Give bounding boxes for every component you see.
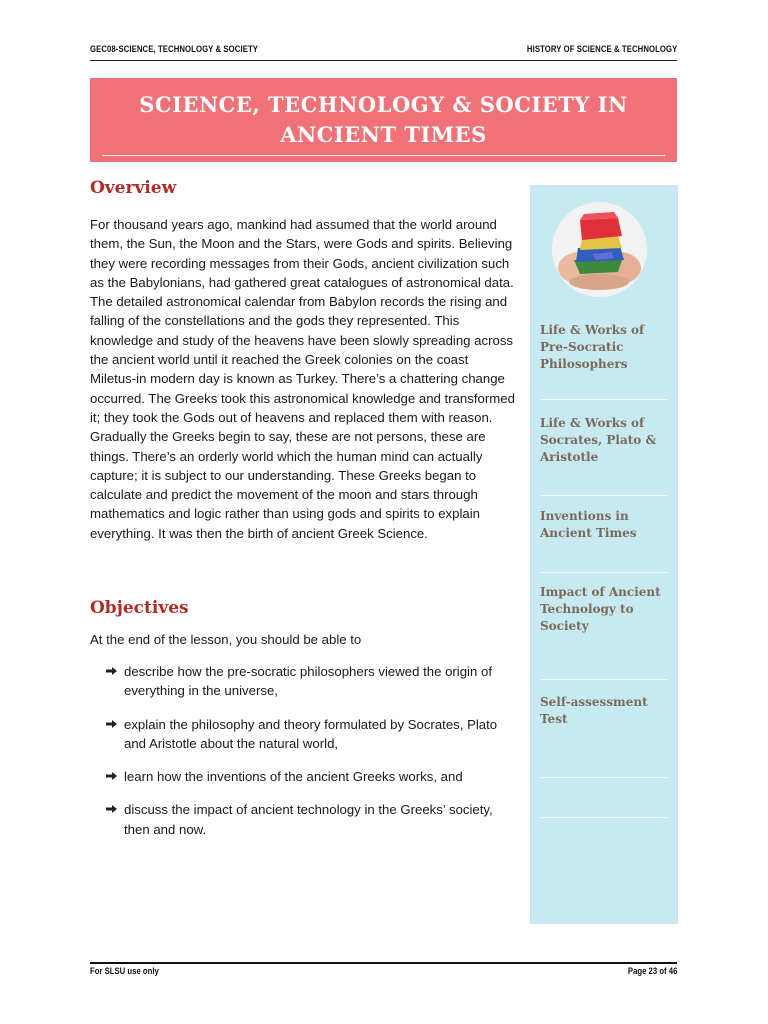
sidebar-divider <box>540 399 668 400</box>
sidebar-divider <box>540 817 668 818</box>
footer-divider <box>90 962 677 964</box>
page-header <box>90 44 677 54</box>
chapter-label: HISTORY OF SCIENCE & TECHNOLOGY <box>526 44 678 54</box>
sidebar-divider <box>540 495 668 496</box>
page-title <box>90 90 677 150</box>
sidebar-item-impact[interactable]: Impact of Ancient Technology to Society <box>540 585 661 633</box>
objectives-intro: At the end of the lesson, you should be able to <box>90 632 362 647</box>
page-title-line-2: ANCIENT TIMES <box>280 122 487 147</box>
objectives-heading: Objectives <box>90 598 189 618</box>
objectives-list <box>106 662 516 839</box>
list-item: describe how the pre-socratic philosophers viewed the origin of everything in the universe, <box>106 662 516 701</box>
page-title-line-1: SCIENCE, TECHNOLOGY & SOCIETY IN <box>139 92 628 117</box>
course-code-label: GEC08-SCIENCE, TECHNOLOGY & SOCIETY <box>90 44 259 54</box>
sidebar-item-inventions[interactable]: Inventions in Ancient Times <box>540 509 637 540</box>
header-divider <box>90 60 677 61</box>
list-item: discuss the impact of ancient technology in the Greeks’ society, then and now. <box>106 800 516 839</box>
hands-with-blocks-image <box>552 202 647 297</box>
topics-sidebar <box>530 185 678 924</box>
page-footer <box>90 966 677 976</box>
page-number: Page 23 of 46 <box>627 966 678 976</box>
sidebar-item-self-assessment[interactable]: Self-assessment Test <box>540 695 648 726</box>
title-banner <box>90 78 677 162</box>
sidebar-divider <box>540 777 668 778</box>
sidebar-item-pre-socratic[interactable]: Life & Works of Pre-Socratic Philosophers <box>540 323 645 371</box>
overview-paragraph: For thousand years ago, mankind had assumed that the world around them, the Sun, the Moon and the Stars, were Gods and spirits. Believing they were recording messages from their Gods, ancient civilization such as the Babylonians, had gathered great catalogues of astronomical data. The detailed astronomical calendar from Babylon records the rising and falling of the constellations and the gods they represented. This knowledge and study of the heavens have been slowly spreading across the ancient world until it reached the Greek colonies on the coast Miletus-in modern day is known as Turkey. There’s a chattering change occurred. The Greeks took this astronomical knowledge and transformed it; they took the Gods out of heavens and replaced them with reason. Gradually the Greeks begin to say, these are not persons, these are things. There’s an orderly world which the human mind can actually capture; it is subject to our understanding. These Greeks began to calculate and predict the movement of the moon and stars through mathematics and logic rather than using gods and spirits to explain everything. It was then the birth of ancient Greek Science. <box>90 217 515 541</box>
sidebar-divider <box>540 572 668 573</box>
usage-note: For SLSU use only <box>90 966 159 976</box>
hands-blocks-illustration-icon <box>552 202 647 297</box>
sidebar-item-socrates-plato-aristotle[interactable]: Life & Works of Socrates, Plato & Aristotle <box>540 416 657 464</box>
list-item: learn how the inventions of the ancient Greeks works, and <box>106 767 516 786</box>
arrow-bullet-icon <box>106 720 117 728</box>
sidebar-divider <box>540 679 668 680</box>
overview-heading: Overview <box>90 178 177 198</box>
banner-underline <box>102 155 665 156</box>
arrow-bullet-icon <box>106 667 117 675</box>
arrow-bullet-icon <box>106 772 117 780</box>
arrow-bullet-icon <box>106 805 117 813</box>
list-item: explain the philosophy and theory formulated by Socrates, Plato and Aristotle about the natural world, <box>106 715 516 754</box>
